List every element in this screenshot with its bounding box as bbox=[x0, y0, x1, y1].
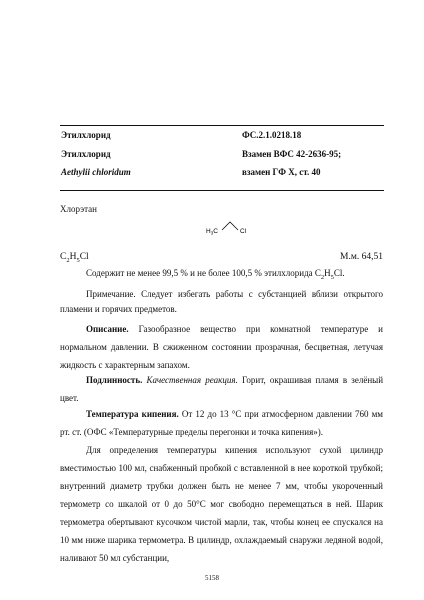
description-paragraph bbox=[60, 320, 383, 374]
replaces-vfs: Взамен ВФС 42-2636-95; bbox=[242, 149, 342, 159]
replaces-gf: взамен ГФ X, ст. 40 bbox=[242, 167, 321, 177]
formula-row bbox=[60, 252, 384, 264]
monograph-code: ФС.2.1.0218.18 bbox=[242, 130, 302, 140]
boiling-text: От 12 до 13 °C при атмосферном давлении 760 мм рт. ст. (ОФС «Температурные пределы перегонки и точка кипения»). bbox=[60, 409, 384, 437]
content-requirement: Содержит не менее 99,5 % и не более 100,5 % этилхлорида $C_2H_5Cl$. bbox=[86, 268, 345, 281]
monograph-title-repeat: Этилхлорид bbox=[61, 149, 111, 159]
molecular-formula: $C_2H_5Cl$ bbox=[60, 252, 89, 264]
note-paragraph: Примечание. Следует избегать работы с субстанцией вблизи открытого пламени и горячих предметов. bbox=[60, 289, 383, 314]
boiling-paragraph bbox=[60, 405, 383, 441]
description-label: Описание. bbox=[86, 324, 129, 334]
header-bottom-rule bbox=[60, 190, 384, 191]
identity-label: Подлинность. bbox=[86, 375, 143, 385]
latin-name: Aethylii chloridum bbox=[61, 167, 131, 177]
page-number: 5158 bbox=[205, 574, 219, 582]
identity-text: Горит, окрашивая пламя в зелёный цвет. bbox=[60, 375, 384, 403]
structure-bonds bbox=[222, 222, 238, 230]
header-top-rule bbox=[60, 125, 384, 126]
identity-sublabel: Качественная реакция. bbox=[146, 375, 238, 385]
monograph-title: Этилхлорид bbox=[61, 130, 111, 140]
molecular-mass: М.м. 64,51 bbox=[340, 252, 383, 262]
boiling-label: Температура кипения. bbox=[86, 409, 179, 419]
description-text: Газообразное вещество при комнатной температуре и нормальном давлении. В сжиженном состоянии прозрачная, бесцветная, летучая жидкость с характерным запахом. bbox=[60, 324, 383, 370]
identity-paragraph bbox=[60, 371, 383, 407]
structural-formula bbox=[203, 214, 253, 240]
method-paragraph: Для определения температуры кипения используют сухой цилиндр вместимостью 100 мл, снабженный пробкой с вставленной в нее короткой трубкой; внутренний диаметр трубки должен быть не менее 7 мм, чтобы укороченный термометр со шкалой от 0 до 50°С мог свободно перемещаться в ней. Шарик термометра обертывают кусочком чистой марли, так, чтобы конец ее спускался на 10 мм ниже шарика термометра. В цилиндр, охлаждаемый снаружи ледяной водой, наливают 50 мл субстанции, bbox=[60, 445, 383, 563]
structure-h3c-label: $H_3C$ bbox=[206, 228, 218, 236]
alternative-name: Хлорэтан bbox=[60, 204, 97, 214]
structure-cl-label: Cl bbox=[240, 228, 247, 235]
